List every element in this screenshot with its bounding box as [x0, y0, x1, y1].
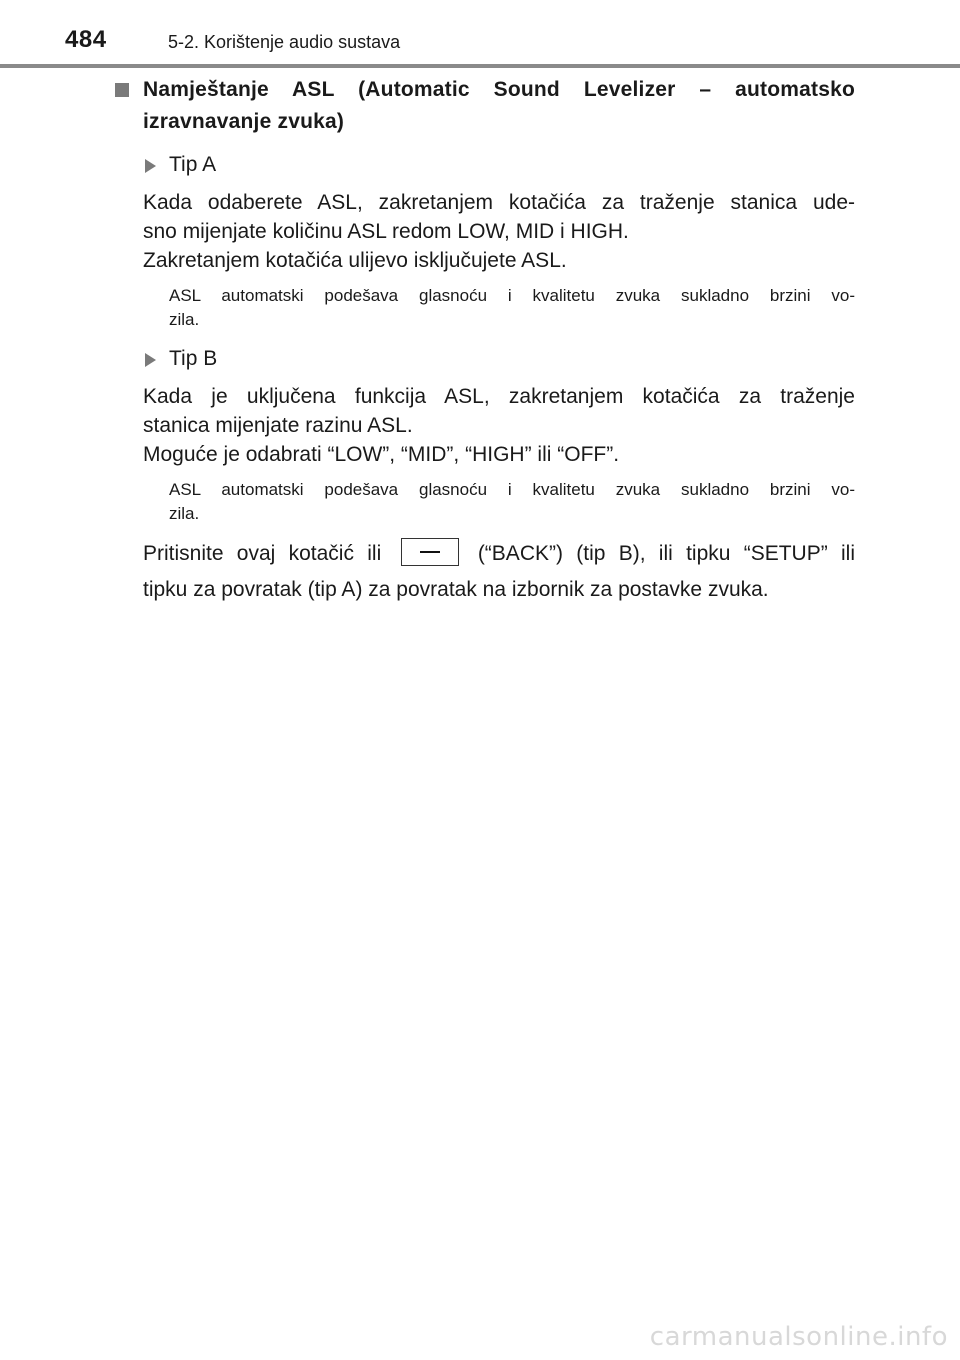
tip-b-para-line-1: Kada je uključena funkcija ASL, zakretanjem kotačića za traženje: [143, 385, 855, 408]
tip-a-label: [143, 149, 855, 181]
tip-a-text: Tip A: [169, 153, 217, 176]
tip-a-note-line-2: zila.: [169, 310, 200, 329]
square-bullet-icon: [115, 83, 129, 97]
return-instruction-line-2: tipku za povratak (tip A) za povratak na izbornik za postavke zvuka.: [143, 578, 769, 601]
triangle-bullet-icon: [145, 353, 156, 367]
return-instruction: [143, 536, 855, 608]
tip-a-note: [143, 284, 855, 332]
return-instruction-line-1: [143, 536, 855, 572]
tip-a-para-line-1: Kada odaberete ASL, zakretanjem kotačića za traženje stanica ude-: [143, 191, 855, 214]
section-heading: [143, 74, 855, 138]
tip-a-para-line-2: sno mijenjate količinu ASL redom LOW, MID i HIGH.: [143, 220, 629, 243]
watermark-text: carmanualsonline.info: [649, 1322, 948, 1352]
back-dash-icon: [420, 551, 440, 553]
return-instruction-part-2: (“BACK”) (tip B), ili tipku “SETUP” ili: [477, 542, 855, 565]
tip-b-paragraph: [143, 382, 855, 469]
section-title: 5-2. Korištenje audio sustava: [168, 32, 401, 52]
tip-a-para-line-3: Zakretanjem kotačića ulijevo isključujete ASL.: [143, 249, 567, 272]
tip-b-para-line-2: stanica mijenjate razinu ASL.: [143, 414, 413, 437]
tip-b-label: [143, 343, 855, 375]
tip-a-paragraph: [143, 188, 855, 275]
triangle-bullet-icon: [145, 159, 156, 173]
heading-line-2: izravnavanje zvuka): [143, 110, 345, 133]
tip-b-para-line-3: Moguće je odabrati “LOW”, “MID”, “HIGH” ili “OFF”.: [143, 443, 620, 466]
tip-b-text: Tip B: [169, 347, 218, 370]
return-instruction-part-1: Pritisnite ovaj kotačić ili: [143, 542, 382, 565]
heading-line-1: Namještanje ASL (Automatic Sound Levelizer – automatsko: [143, 78, 855, 101]
main-content: [143, 74, 855, 608]
header-divider: [0, 64, 960, 68]
tip-b-note-line-2: zila.: [169, 504, 200, 523]
page-number: 484: [65, 26, 107, 53]
tip-b-note-line-1: ASL automatski podešava glasnoću i kvalitetu zvuka sukladno brzini vo-: [169, 480, 855, 499]
tip-b-note: [143, 478, 855, 526]
tip-a-note-line-1: ASL automatski podešava glasnoću i kvalitetu zvuka sukladno brzini vo-: [169, 286, 855, 305]
back-button-icon: [401, 538, 459, 566]
